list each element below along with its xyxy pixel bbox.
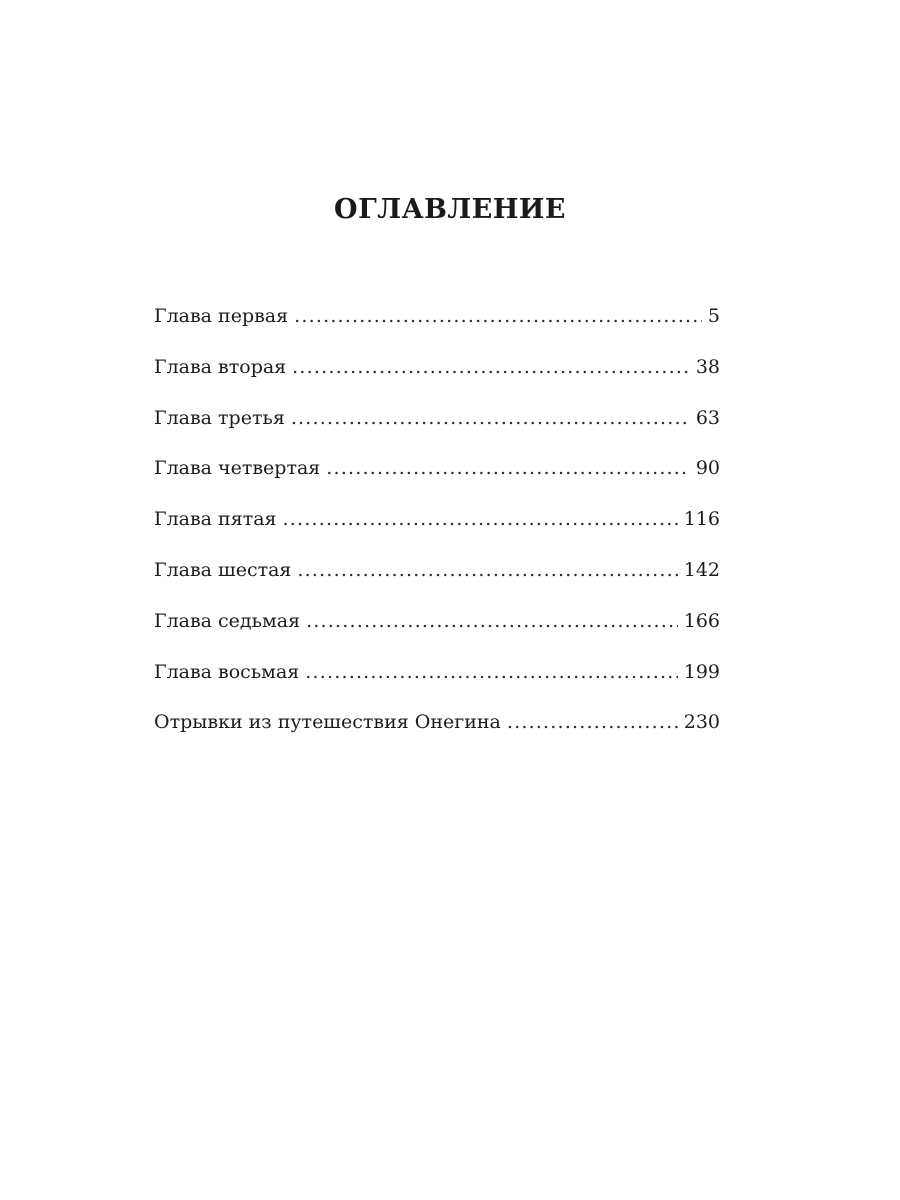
toc-entry: [154, 706, 720, 757]
toc-entry: [154, 605, 720, 656]
toc-entry: [154, 503, 720, 554]
toc-entry-label: Глава пятая: [154, 508, 277, 531]
toc-dot-leader: [326, 452, 690, 484]
toc-entry: [154, 554, 720, 605]
toc-dot-leader: [292, 351, 690, 383]
toc-dot-leader: [306, 605, 678, 637]
toc-dot-leader: [507, 706, 678, 738]
toc-entry-page: 38: [695, 355, 720, 378]
toc-entry-page: 63: [695, 406, 720, 429]
toc-list: [154, 300, 720, 757]
toc-dot-leader: [291, 402, 690, 434]
toc-entry-label: Глава восьмая: [154, 660, 300, 683]
toc-dot-leader: [297, 554, 677, 586]
toc-entry-label: Глава седьмая: [154, 609, 301, 632]
toc-entry-page: 116: [683, 508, 720, 531]
toc-dot-leader: [294, 300, 702, 332]
toc-entry-label: Глава четвертая: [154, 457, 321, 480]
toc-entry-page: 166: [683, 609, 720, 632]
toc-entry: [154, 351, 720, 402]
toc-entry-page: 90: [695, 457, 720, 480]
toc-entry-label: Глава первая: [154, 305, 289, 327]
toc-entry: [154, 452, 720, 503]
toc-title: ОГЛАВЛЕНИЕ: [334, 194, 566, 225]
toc-entry: [154, 656, 720, 707]
toc-entry-label: Отрывки из путешествия Онегина: [154, 711, 501, 734]
toc-dot-leader: [283, 503, 678, 535]
toc-entry-page: 142: [683, 558, 720, 581]
toc-entry-label: Глава шестая: [154, 558, 292, 581]
toc-entry-page: 5: [707, 305, 720, 327]
toc-entry-label: Глава третья: [154, 406, 285, 429]
toc-entry-label: Глава вторая: [154, 355, 287, 378]
toc-entry: [154, 300, 720, 351]
toc-dot-leader: [305, 656, 677, 688]
toc-entry-page: 199: [683, 660, 720, 683]
toc-entry-page: 230: [683, 711, 720, 734]
toc-entry: [154, 402, 720, 453]
